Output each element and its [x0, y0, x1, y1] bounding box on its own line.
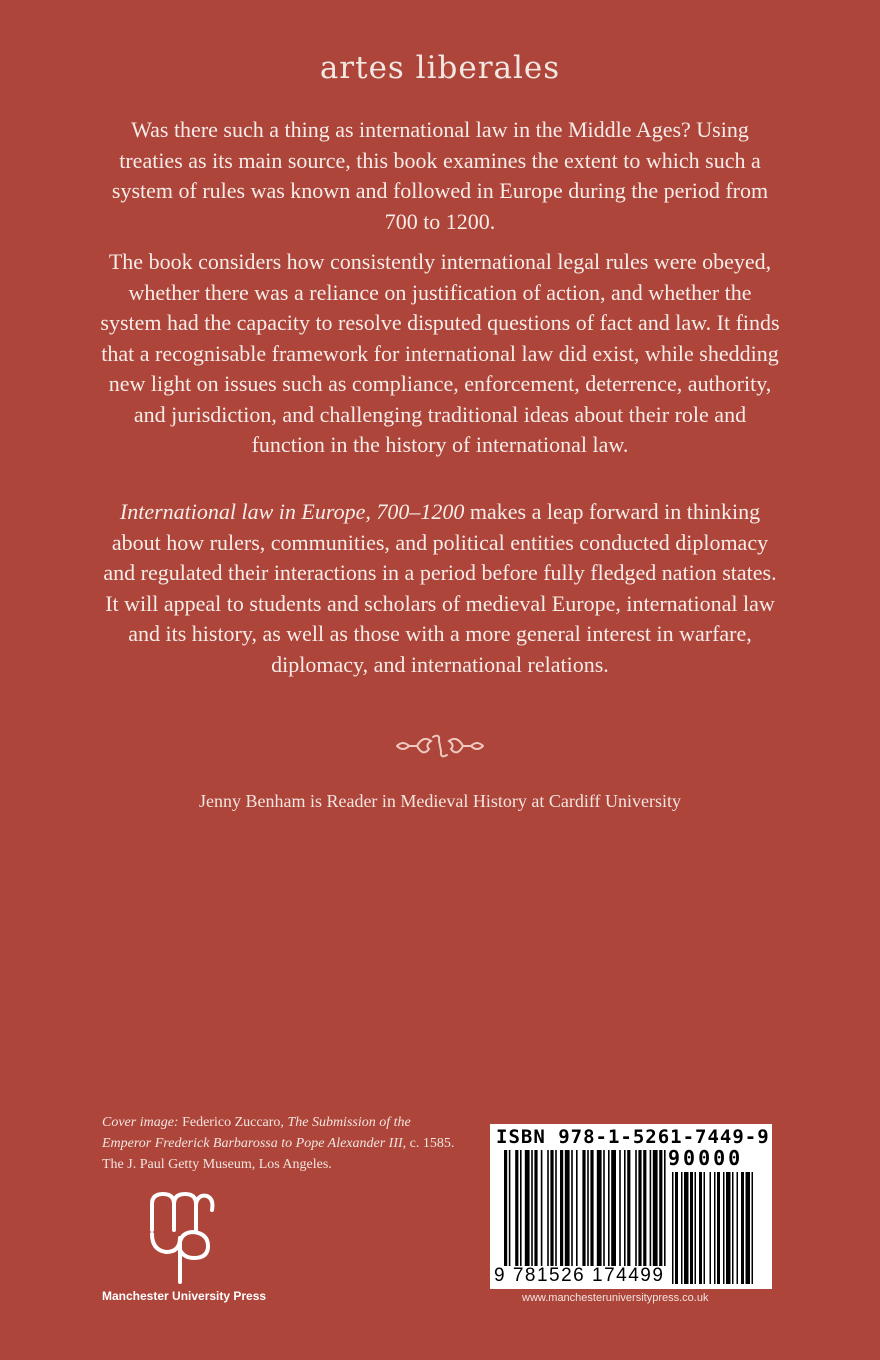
blurb-paragraph-1: Was there such a thing as international law in the Middle Ages? Using treaties as its main source, this book examines the extent to which such a system of rules was known and followed in Europe during the period from 700 to 1200. [111, 117, 769, 234]
author-bio: Jenny Benham is Reader in Medieval History at Cardiff University [198, 791, 682, 811]
isbn-label: ISBN 978-1-5261-7449-9 [496, 1126, 770, 1148]
credit-work-title: The Submission of the Emperor Frederick Barbarossa to Pope Alexander III [102, 1115, 411, 1151]
cover-image-credit [102, 1112, 462, 1175]
blurb-paragraph-3 [100, 497, 780, 680]
series-title: artes liberales [319, 50, 561, 86]
price-addon-number: 90000 [668, 1146, 744, 1170]
blurb-paragraph-3-text: makes a leap forward in thinking about how rulers, communities, and political entities conducted diplomacy and regulated their interactions in a period before fully fledged nation states. It will appeal to students and scholars of medieval Europe, international law and its history, as well as those with a more general interest in warfare, diplomacy, and international relations. [103, 499, 777, 677]
publisher-name: Manchester University Press [102, 1289, 267, 1303]
ornament-divider-icon [395, 729, 485, 763]
publisher-website: www.manchesteruniversitypress.co.uk [522, 1292, 709, 1304]
book-title-italic: International law in Europe, 700–1200 [119, 499, 465, 524]
credit-details: , c. 1585. The J. Paul Getty Museum, Los Angeles. [102, 1136, 455, 1172]
credit-artist: Federico Zuccaro, [178, 1115, 288, 1130]
blurb-paragraph-2: The book considers how consistently international legal rules were obeyed, whether there was a reliance on justification of action, and whether the system had the capacity to resolve disputed questions of fact and law. It finds that a recognisable framework for international law did exist, while shedding new light on issues such as compliance, enforcement, deterrence, authority, and jurisdiction, and challenging traditional ideas about their role and function in the history of international law. [100, 249, 780, 457]
mup-logo-icon [146, 1190, 218, 1286]
ean-number: 9 781526 174499 [494, 1265, 665, 1286]
credit-label: Cover image: [102, 1115, 179, 1130]
barcode [490, 1124, 772, 1289]
